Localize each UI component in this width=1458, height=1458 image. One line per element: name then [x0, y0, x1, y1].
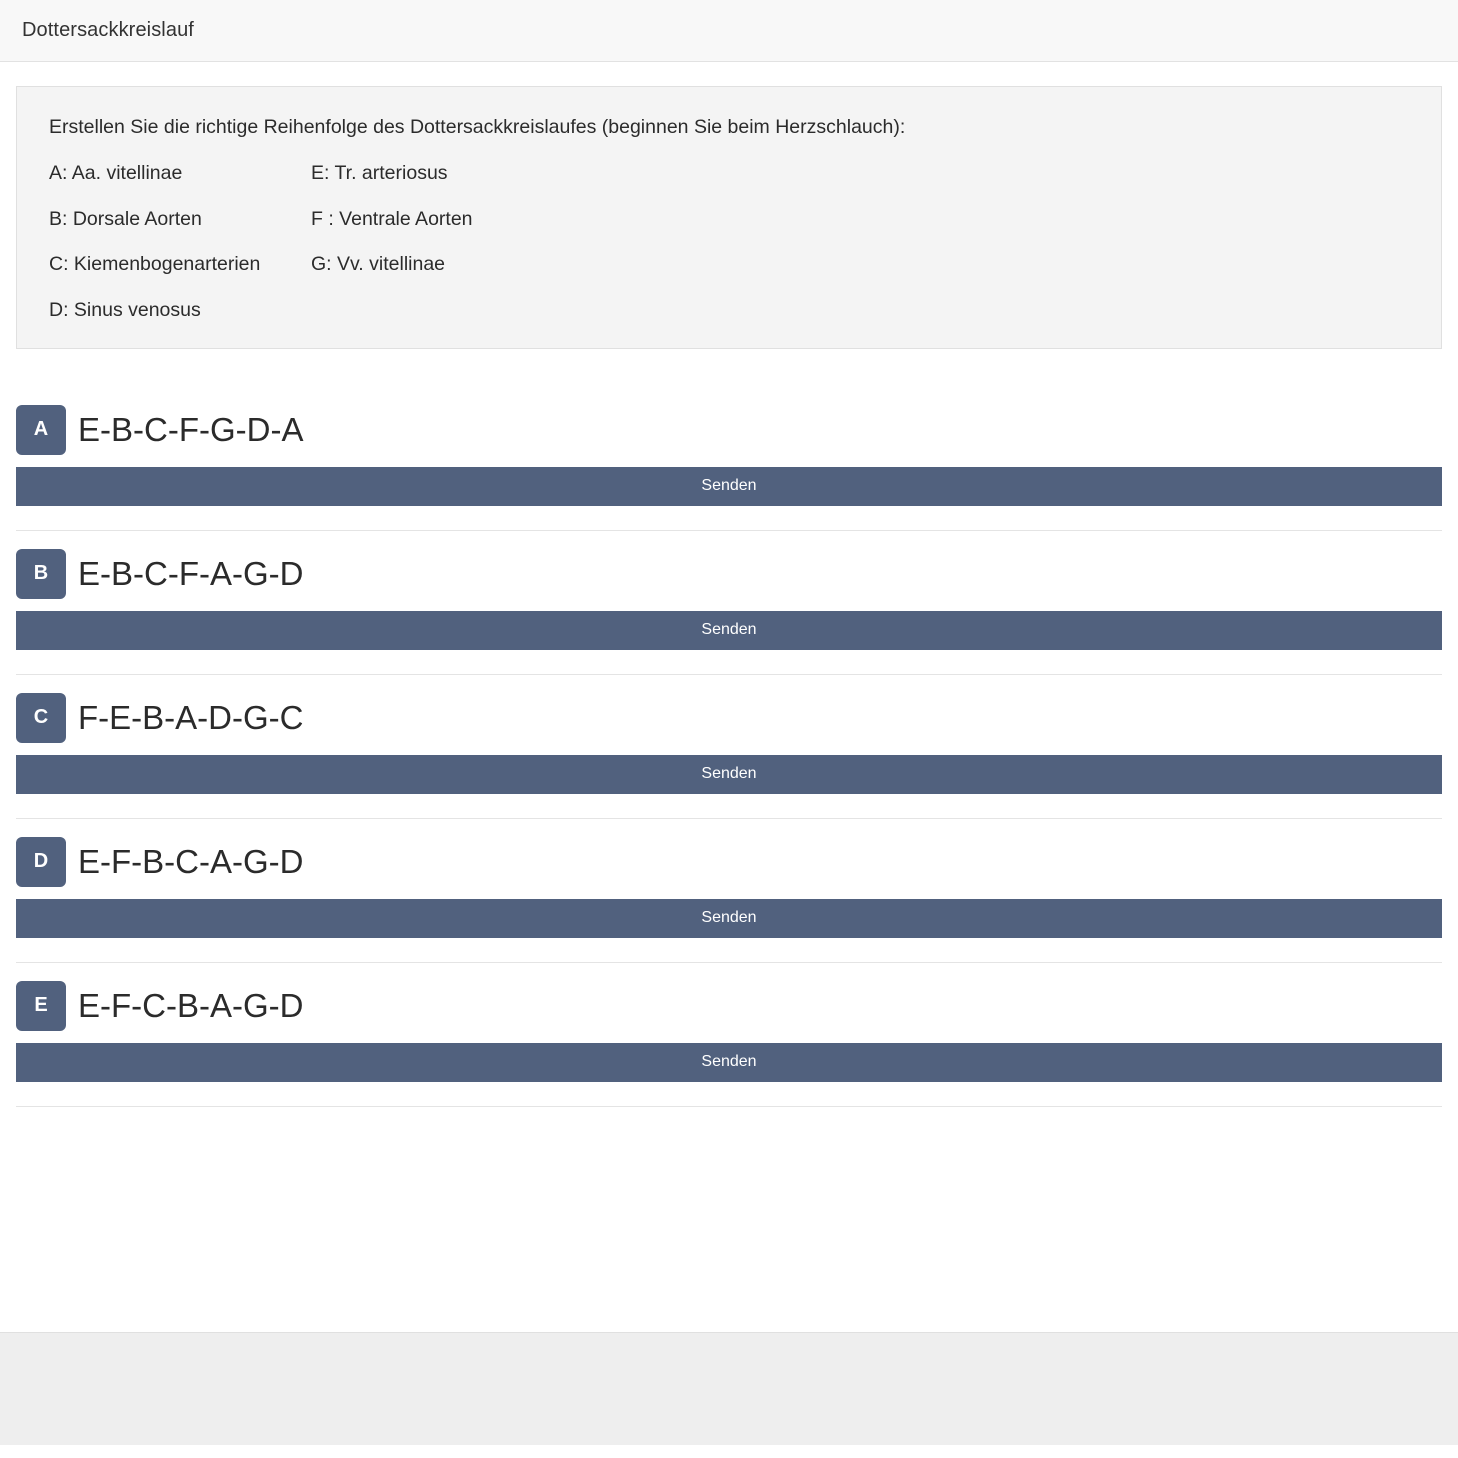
legend-row [49, 208, 1409, 231]
legend-row [49, 299, 1409, 322]
legend-item-a: A: Aa. vitellinae [49, 162, 183, 185]
answer-text-c: F-E-B-A-D-G-C [78, 698, 304, 736]
legend-row [49, 162, 1409, 185]
answer-row[interactable] [16, 531, 1442, 611]
legend-row [49, 253, 1409, 276]
answers-list [16, 387, 1442, 1107]
answer-badge-e: E [16, 981, 66, 1031]
answer-text-d: E-F-B-C-A-G-D [78, 842, 304, 880]
legend-item-g: G: Vv. vitellinae [311, 253, 446, 276]
answer-text-e: E-F-C-B-A-G-D [78, 986, 304, 1024]
answer-row[interactable] [16, 963, 1442, 1043]
legend-item-e: E: Tr. arteriosus [311, 162, 448, 185]
answer-text-b: E-B-C-F-A-G-D [78, 554, 304, 592]
page-title: Dottersackkreislauf [22, 19, 194, 41]
send-button-d[interactable]: Senden [16, 899, 1442, 938]
answer-option-b [16, 531, 1442, 675]
legend-item-f: F : Ventrale Aorten [311, 207, 473, 230]
send-button-c[interactable]: Senden [16, 755, 1442, 794]
answer-row[interactable] [16, 675, 1442, 755]
answer-option-d [16, 819, 1442, 963]
answer-badge-a: A [16, 405, 66, 455]
header-bar [0, 0, 1458, 62]
answer-row[interactable] [16, 819, 1442, 899]
legend-item-c: C: Kiemenbogenarterien [49, 253, 261, 276]
answer-text-a: E-B-C-F-G-D-A [78, 410, 304, 448]
footer-area [0, 1332, 1458, 1458]
question-prompt: Erstellen Sie die richtige Reihenfolge des Dottersackkreislaufes (beginnen Sie beim Herzschlauch): [49, 116, 906, 138]
answer-row[interactable] [16, 387, 1442, 467]
answer-badge-d: D [16, 837, 66, 887]
answer-badge-c: C [16, 693, 66, 743]
send-button-b[interactable]: Senden [16, 611, 1442, 650]
legend-item-b: B: Dorsale Aorten [49, 207, 202, 230]
send-button-e[interactable]: Senden [16, 1043, 1442, 1082]
answer-option-e [16, 963, 1442, 1107]
question-panel [16, 86, 1442, 349]
footer-strip [0, 1445, 1458, 1458]
legend-item-d: D: Sinus venosus [49, 298, 201, 321]
send-button-a[interactable]: Senden [16, 467, 1442, 506]
answer-option-a [16, 387, 1442, 531]
answer-badge-b: B [16, 549, 66, 599]
answer-option-c [16, 675, 1442, 819]
main-content [0, 86, 1458, 1107]
